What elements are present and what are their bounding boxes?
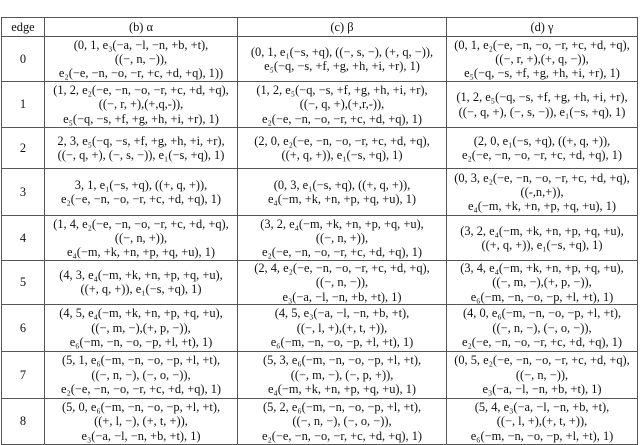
cell-line: e₂(−e, −n, −o, −r, +c, +d, +q), 1) [461, 335, 623, 350]
cell-line: ((−, n, −), (−, o, −)), [492, 320, 592, 335]
cell-line: e₅(−q, −s, +f, +g, +h, +i, +r), 1) [63, 111, 219, 126]
cell-line: (2, 4, e₂(−e, −n, −o, −r, +c, +d, +q), [254, 261, 430, 275]
cell-line: ((−, q, +), (−, s, −)), e₁(−s, +q), 1) [57, 148, 225, 162]
cell-line: (3, 4, e₄(−m, +k, +n, +p, +q, +u), [460, 261, 624, 275]
table-row [2, 128, 638, 169]
cell-line: (5, 4, e₃(−a, −l, −n, +b, +t), [474, 399, 610, 414]
table-header-row [2, 18, 638, 37]
cell-line: (5, 2, e₆(−m, −n, −o, −p, +l, +t), [262, 399, 422, 414]
alpha-cell [45, 351, 238, 398]
cell-line: (1, 2, e₅(−q, −s, +f, +g, +h, +i, +r), [456, 90, 628, 105]
cell-line: (0, 3, e₂(−e, −n, −o, −r, +c, +d, +q), [454, 170, 630, 185]
cell-line: (4, 5, e₄(−m, +k, +n, +p, +q, +u), [59, 306, 223, 321]
table-row [2, 398, 638, 444]
cell-line: ((−, q, +),(+,r,-)), [299, 97, 385, 112]
cell-line: (1, 2, e₂(−e, −n, −o, −r, +c, +d, +q), [53, 83, 229, 98]
table-row [2, 82, 638, 128]
cell-line: ((−, n, −), (−, o, −)), [292, 414, 392, 429]
cell-line: ((−, r, +),(+, q, −)), [495, 51, 589, 66]
gamma-cell [447, 128, 638, 169]
cell-line: (4, 0, e₆(−m, −n, −o, −p, +l, +t), [462, 306, 622, 321]
edge-number: 1 [2, 82, 45, 128]
beta-cell [238, 169, 447, 216]
cell-line: e₃(−a, −l, −n, +b, +t), 1) [81, 428, 201, 443]
cell-line: ((+, q, +)), e₁(−s, +q), 1) [80, 282, 202, 297]
encoded-edges-table [1, 17, 638, 445]
cell-line: e₂(−e, −n, −o, −r, +c, +d, +q), 1) [261, 245, 423, 260]
gamma-cell [447, 351, 638, 398]
gamma-cell [447, 82, 638, 128]
cell-line: 2, 3, e₅(−q, −s, +f, +g, +h, +i, +r), [57, 133, 225, 148]
table-row [2, 169, 638, 216]
cell-line: ((−, n, −), (−, o, −)), [91, 367, 191, 382]
cell-line: (5, 1, e₆(−m, −n, −o, −p, +l, +t), [61, 353, 221, 368]
header-edge: edge [2, 18, 45, 37]
cell-line: (2, 0, e₁(−s, +q), ((+, q, +)), [473, 133, 611, 148]
cell-line: e₆(−m, −n, −o, −p, +l, +t), 1) [470, 289, 614, 304]
cell-line: (3, 2, e₄(−m, +k, +n, +p, +q, +u), [460, 223, 624, 238]
alpha-cell [45, 216, 238, 261]
header-gamma: (d) γ [447, 18, 638, 37]
edge-number: 5 [2, 261, 45, 305]
alpha-cell [45, 169, 238, 216]
beta-cell [238, 37, 447, 82]
cell-line: e₆(−m, −n, −o, −p, +l, +t), 1) [470, 428, 614, 443]
cell-line: ((−, l, +),(+, t, +)), [496, 414, 588, 429]
alpha-cell [45, 304, 238, 351]
cell-line: ((−, r, +),(+,q,-)), [98, 97, 184, 112]
cell-line: (4, 3, e₄(−m, +k, +n, +p, +q, +u), [59, 268, 223, 283]
cell-line: ((−, n, −)), [315, 275, 369, 290]
beta-cell [238, 128, 447, 169]
cell-line: e₂(−e, −n, −o, −r, +c, +d, +q), 1) [261, 428, 423, 443]
cell-line: e₄(−m, +k, +n, +p, +q, +u), 1) [467, 199, 617, 214]
edge-number: 0 [2, 37, 45, 82]
cell-line: (5, 3, e₆(−m, −n, −o, −p, +l, +t), [262, 353, 422, 368]
beta-cell [238, 216, 447, 261]
edge-number: 6 [2, 304, 45, 351]
cell-line: (4, 5, e₃(−a, −l, −n, +b, +t), [274, 306, 410, 321]
cell-line: (0, 1, e₃(−a, −l, −n, +b, +t), [73, 37, 209, 52]
beta-cell [238, 261, 447, 305]
gamma-cell [447, 261, 638, 305]
cell-line: e₆(−m, −n, −o, −p, +l, +t), 1) [69, 335, 213, 350]
table-row [2, 304, 638, 351]
cell-line: 3, 1, e₁(−s, +q), ((+, q, +)), [74, 177, 208, 192]
alpha-cell [45, 128, 238, 169]
cell-line: (0, 1, e₁(−s, +q), ((−, s, −), (+, q, −)), [250, 44, 434, 59]
cell-line: e₂(−e, −n, −o, −r, +c, +d, +q), 1) [60, 192, 222, 206]
cell-line: e₃(−a, −l, −n, +b, +t), 1) [482, 382, 602, 397]
cell-line: ((−, m, −),(+, p, −)), [91, 320, 191, 335]
cell-line: ((−, n, −)), [114, 51, 168, 66]
cell-line: e₂(−e, −n, −o, −r, +c, +d, +q), 1) [60, 382, 222, 397]
cell-line: (1, 4, e₂(−e, −n, −o, −r, +c, +d, +q), [53, 216, 229, 231]
cell-line: ((−, n, +)), [315, 230, 369, 245]
cell-line: e₃(−a, −l, −n, +b, +t), 1) [282, 289, 402, 304]
cell-line: (2, 0, e₂(−e, −n, −o, −r, +c, +d, +q), [254, 133, 430, 148]
cell-line: ((+, q, +)), e₁(−s, +q), 1) [281, 148, 403, 162]
cell-line: e₆(−m, −n, −o, −p, +l, +t), 1) [270, 335, 414, 350]
edge-number: 8 [2, 398, 45, 444]
table-row [2, 216, 638, 261]
alpha-cell [45, 261, 238, 305]
cell-line: ((+, l, −), (+, t, +)), [94, 414, 188, 429]
edge-number: 4 [2, 216, 45, 261]
edge-number: 3 [2, 169, 45, 216]
cell-line: (3, 2, e₄(−m, +k, +n, +p, +q, +u), [260, 216, 424, 231]
cell-line: e₂(−e, −n, −o, −r, +c, +d, +q), 1) [261, 111, 423, 126]
alpha-cell [45, 82, 238, 128]
cell-line: e₄(−m, +k, +n, +p, +q, +u), 1) [267, 382, 417, 397]
cell-line: ((−, m, −), (−, p, +)), [290, 367, 394, 382]
edge-number: 7 [2, 351, 45, 398]
cell-line: e₅(−q, −s, +f, +g, +h, +i, +r), 1) [264, 59, 420, 73]
cell-line: ((−, q, +), (−, s, −)), e₁(−s, +q), 1) [458, 104, 626, 119]
gamma-cell [447, 304, 638, 351]
cell-line: e₅(−q, −s, +f, +g, +h, +i, +r), 1) [464, 66, 620, 81]
cell-line: (0, 5, e₂(−e, −n, −o, −r, +c, +d, +q), [454, 353, 630, 368]
header-alpha: (b) α [45, 18, 238, 37]
gamma-cell [447, 398, 638, 444]
cell-line: (0, 1, e₂(−e, −n, −o, −r, +c, +d, +q), [454, 37, 630, 52]
table-row [2, 351, 638, 398]
alpha-cell [45, 398, 238, 444]
beta-cell [238, 398, 447, 444]
alpha-cell [45, 37, 238, 82]
cell-line: (1, 2, e₅(−q, −s, +f, +g, +h, +i, +r), [256, 83, 428, 98]
cell-line: e₄(−m, +k, +n, +p, +q, +u), 1) [66, 245, 216, 260]
header-beta: (c) β [238, 18, 447, 37]
cell-line: e₄(−m, +k, +n, +p, +q, +u), 1) [267, 192, 417, 206]
gamma-cell [447, 37, 638, 82]
edge-number: 2 [2, 128, 45, 169]
cell-line: e₂(−e, −n, −o, −r, +c, +d, +q), 1)) [58, 66, 224, 81]
cell-line: (0, 3, e₁(−s, +q), ((+, q, +)), [273, 177, 411, 192]
table-row [2, 261, 638, 305]
beta-cell [238, 304, 447, 351]
cell-line: e₂(−e, −n, −o, −r, +c, +d, +q), 1) [461, 148, 623, 162]
cell-line: ((−, l, +),(+, t, +)), [296, 320, 388, 335]
table-row [2, 37, 638, 82]
gamma-cell [447, 169, 638, 216]
cell-line: (5, 0, e₆(−m, −n, −o, −p, +l, +t), [61, 399, 221, 414]
cell-line: ((−, n, −)), [515, 367, 569, 382]
beta-cell [238, 82, 447, 128]
gamma-cell [447, 216, 638, 261]
beta-cell [238, 351, 447, 398]
cell-line: ((+, q, +)), e₁(−s, +q), 1) [481, 238, 603, 252]
cell-line: ((−, m, −),(+, p, −)), [492, 275, 592, 290]
cell-line: ((−, n, +)), [114, 230, 168, 245]
cell-line: ((-,n,+)), [520, 184, 564, 199]
